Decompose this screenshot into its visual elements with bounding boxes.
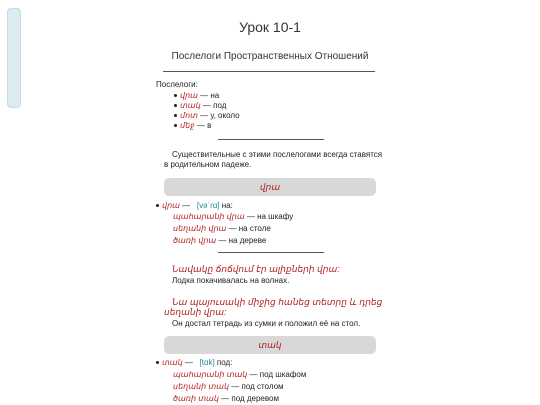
divider (218, 139, 324, 140)
example-item: պահարանի տակ — под шкафом (173, 370, 307, 379)
example-sentence-armenian: սեղանի վրա: (164, 307, 227, 317)
example-sentence-russian: Он достал тетрадь из сумки и положил её на стол. (172, 319, 361, 328)
example-item: ծառի վրա — на дереве (173, 236, 267, 245)
example-item: սեղանի վրա — на столе (173, 224, 271, 233)
bullet-icon (156, 204, 159, 207)
note-line: в родительном падеже. (164, 160, 252, 169)
section-header-tak: տակ (164, 336, 376, 354)
divider (218, 252, 324, 253)
example-sentence-armenian: Նավակը ճոճվում էր ալիքների վրա: (172, 264, 340, 274)
example-sentence-armenian: Նա պայուսակի միջից հանեց տետրը և դրեց (172, 297, 383, 307)
postposition-entry: տակ — [tɑk] под: (156, 358, 232, 368)
lesson-title: Урок 10-1 (239, 19, 301, 35)
postposition-entry: վրա — [vəˈɾɑ] на: (156, 201, 233, 211)
title-divider (163, 71, 375, 72)
bullet-icon (174, 114, 177, 117)
section-title: Послелоги Пространственных Отношений (171, 51, 369, 62)
pronunciation: [vəˈɾɑ] (196, 201, 220, 210)
list-item: տակ — под (174, 101, 226, 111)
example-item: ծառի տակ — под деревом (173, 394, 279, 403)
intro-label: Послелоги: (156, 80, 198, 89)
bullet-icon (174, 94, 177, 97)
list-item: մեջ — в (174, 121, 211, 131)
list-item: վրա — на (174, 91, 219, 101)
list-item: մոտ — у, около (174, 111, 240, 121)
bullet-icon (174, 124, 177, 127)
example-item: սեղանի տակ — под столом (173, 382, 284, 391)
note-line: Существительные с этими послелогами всегда ставятся (172, 150, 383, 159)
example-sentence-russian: Лодка покачивалась на волнах. (172, 276, 290, 285)
pronunciation: [tɑk] (199, 358, 215, 367)
section-header-vra: վրա (164, 178, 376, 196)
bullet-icon (174, 104, 177, 107)
bullet-icon (156, 361, 159, 364)
example-item: պահարանի վրա — на шкафу (173, 212, 294, 221)
